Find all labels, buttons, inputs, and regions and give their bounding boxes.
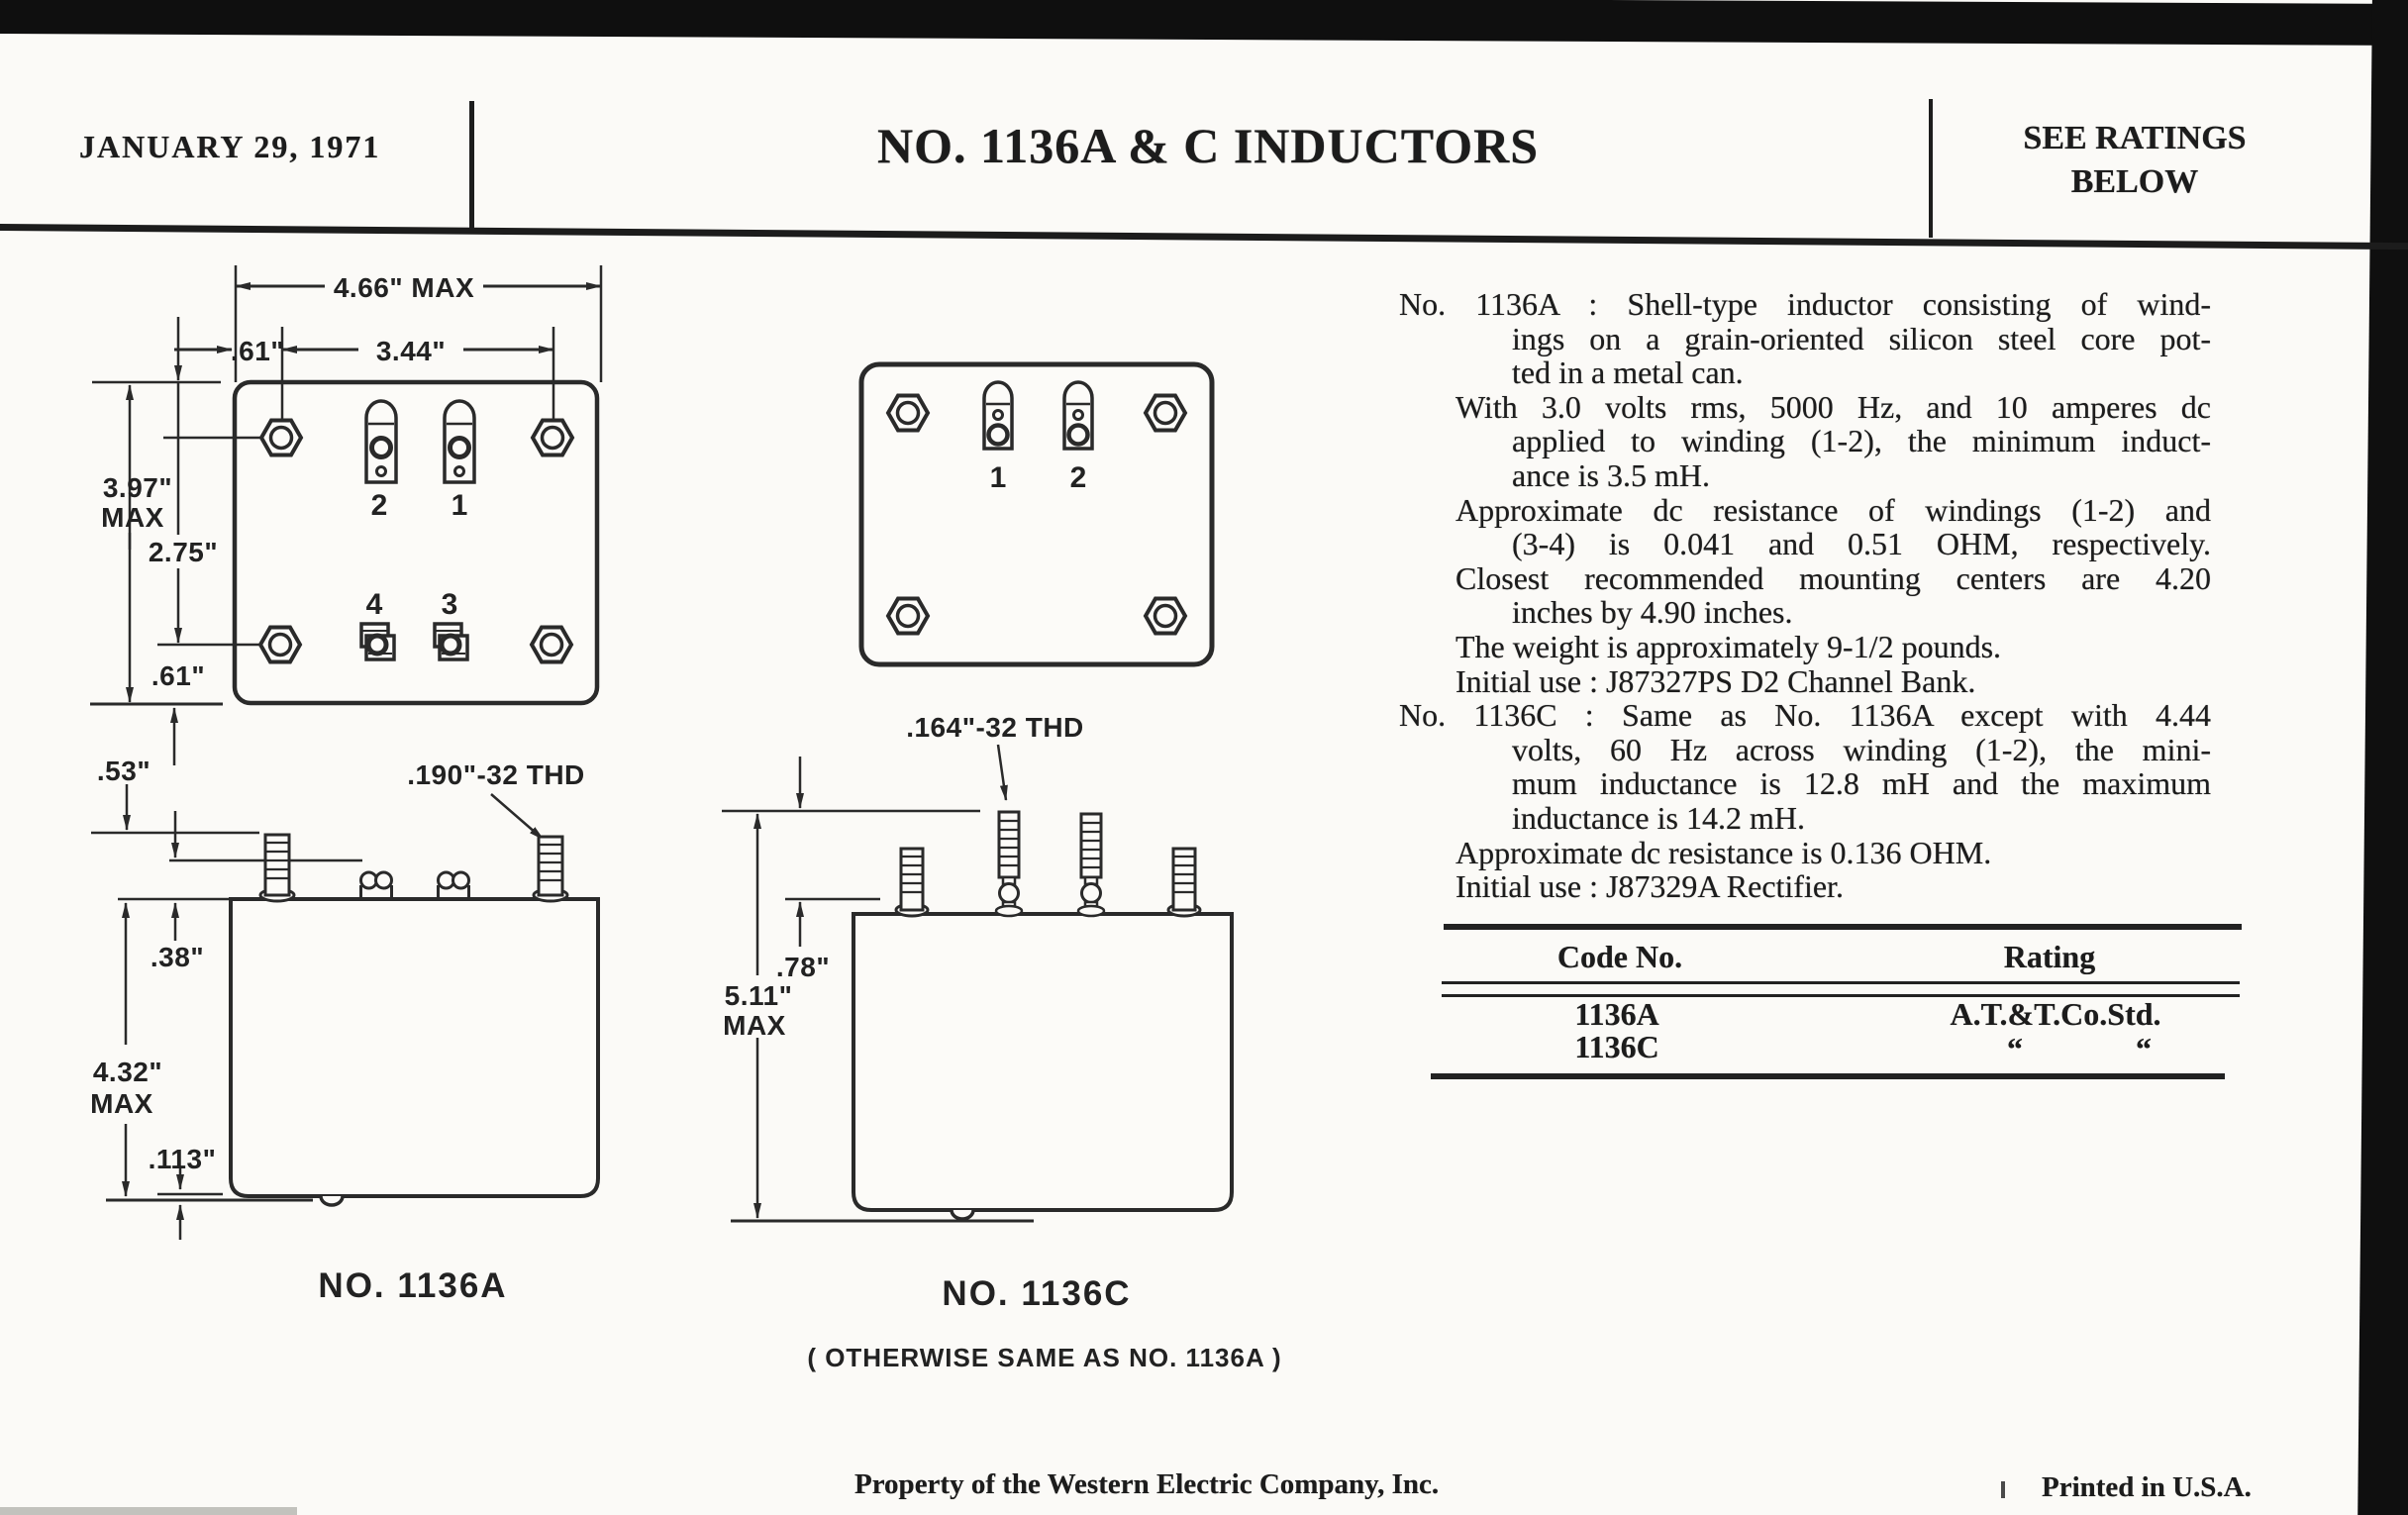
- table-cell-ditto: “: [2007, 1031, 2023, 1066]
- threaded-stud-icon: [260, 835, 567, 901]
- drawing-side-view-1136a: [30, 733, 663, 1327]
- header-divider-right: [1929, 99, 1933, 238]
- dim-mount-height-label: 2.75": [148, 537, 219, 567]
- thread-spec-label: .190"-32 THD: [407, 759, 585, 790]
- page-title: NO. 1136A & C INDUCTORS: [877, 118, 1539, 173]
- threaded-stud-icon: [896, 849, 1200, 916]
- terminal-2-label: 2: [370, 489, 388, 522]
- dim-can-height-label: 4.32": [92, 1057, 163, 1087]
- terminal-4-label: 4: [365, 588, 383, 621]
- scan-gray-strip-bottom: [0, 1507, 297, 1515]
- description-line: mum inductance is 12.8 mH and the maximum: [1512, 765, 2211, 802]
- can-outline: [853, 914, 1232, 1219]
- table-header-rating: Rating: [2003, 939, 2096, 974]
- dim-offset-top-label: .61": [230, 336, 285, 366]
- description-line: Initial use : J87327PS D2 Channel Bank.: [1455, 662, 1976, 699]
- description-line: ings on a grain-oriented silicon steel core pot-: [1512, 320, 2211, 356]
- description-line: applied to winding (1-2), the minimum induct-: [1512, 423, 2211, 459]
- scan-artifact: [2001, 1481, 2005, 1498]
- drawing-caption: NO. 1136C: [942, 1274, 1132, 1313]
- property-notice: Property of the Western Electric Company, Inc.: [854, 1468, 1440, 1500]
- description-line: Approximate dc resistance is 0.136 OHM.: [1455, 834, 1992, 870]
- dim-height-label: 3.97": [102, 472, 173, 503]
- dim-height-suffix-label: MAX: [101, 502, 164, 533]
- dim-base-label: .113": [148, 1144, 217, 1174]
- printed-notice: Printed in U.S.A.: [2042, 1471, 2252, 1503]
- drawing-top-view-1136c: [812, 317, 1267, 743]
- dim-lug-height-label: .38": [150, 942, 205, 972]
- table-header-code: Code No.: [1556, 939, 1683, 974]
- description-line: inches by 4.90 inches.: [1512, 594, 1793, 631]
- table-cell-code: 1136C: [1574, 1029, 1659, 1064]
- dim-stud-height-label: .78": [775, 952, 831, 982]
- dim-mount-width-label: 3.44": [375, 336, 447, 366]
- scan-black-bar-top: [0, 0, 2408, 46]
- description-line: Initial use : J87329A Rectifier.: [1455, 868, 1844, 905]
- description-line: ance is 3.5 mH.: [1512, 456, 1710, 493]
- ratings-note: [1980, 117, 2289, 204]
- dim-width-label: 4.66" MAX: [333, 272, 475, 303]
- drawing-side-view-1136c: [683, 683, 1366, 1396]
- thread-spec-label: .164"-32 THD: [906, 712, 1084, 743]
- drawing-caption: NO. 1136A: [318, 1266, 508, 1305]
- scan-black-bar-right: [2358, 0, 2408, 1515]
- terminal-1-label: 1: [989, 461, 1007, 494]
- description-line: No. 1136A : Shell-type inductor consisting of wind-: [1399, 286, 2211, 322]
- dim-can-height-suffix-label: MAX: [723, 1010, 786, 1041]
- dim-can-height-suffix-label: MAX: [90, 1088, 153, 1119]
- can-outline: [231, 899, 598, 1205]
- dim-offset-bottom-label: .61": [150, 660, 206, 691]
- dim-stud-height-label: .53": [96, 756, 151, 786]
- description-line: ted in a metal can.: [1512, 354, 1744, 391]
- terminal-2-label: 2: [1069, 461, 1087, 494]
- header-divider-left: [469, 101, 474, 230]
- description-line: With 3.0 volts rms, 5000 Hz, and 10 amperes dc: [1455, 388, 2211, 425]
- document-date: JANUARY 29, 1971: [79, 129, 381, 164]
- description-line: inductance is 14.2 mH.: [1512, 799, 1805, 836]
- table-rule-bottom: [1431, 1073, 2225, 1079]
- ratings-note-line1: SEE RATINGS: [2023, 120, 2247, 156]
- drawing-top-view-1136a: [59, 238, 653, 777]
- table-rule-top: [1444, 924, 2242, 930]
- dim-can-height-label: 5.11": [724, 980, 793, 1011]
- description-line: Closest recommended mounting centers are 4.20: [1455, 559, 2211, 596]
- terminal-1-label: 1: [451, 489, 468, 522]
- description-line: No. 1136C : Same as No. 1136A except with 4.44: [1399, 697, 2211, 734]
- description-line: Approximate dc resistance of windings (1-2) and: [1455, 491, 2211, 528]
- description-line: volts, 60 Hz across winding (1-2), the mini-: [1512, 731, 2211, 767]
- table-cell-ditto: “: [2136, 1031, 2152, 1066]
- solder-lug-icon: [361, 872, 469, 899]
- table-cell-rating: A.T.&T.Co.Std.: [1950, 996, 2161, 1032]
- tall-terminal-stud-icon: [996, 812, 1104, 916]
- description-block: [1399, 287, 2211, 904]
- table-rule-middle: [1442, 981, 2240, 997]
- description-line: (3-4) is 0.041 and 0.51 OHM, respectively.: [1512, 526, 2211, 562]
- ratings-note-line2: BELOW: [2070, 163, 2199, 200]
- description-line: The weight is approximately 9-1/2 pounds.: [1455, 628, 2002, 664]
- table-cell-code: 1136A: [1574, 996, 1659, 1032]
- drawing-subcaption: ( OTHERWISE SAME AS NO. 1136A ): [807, 1343, 1282, 1372]
- terminal-3-label: 3: [441, 588, 458, 621]
